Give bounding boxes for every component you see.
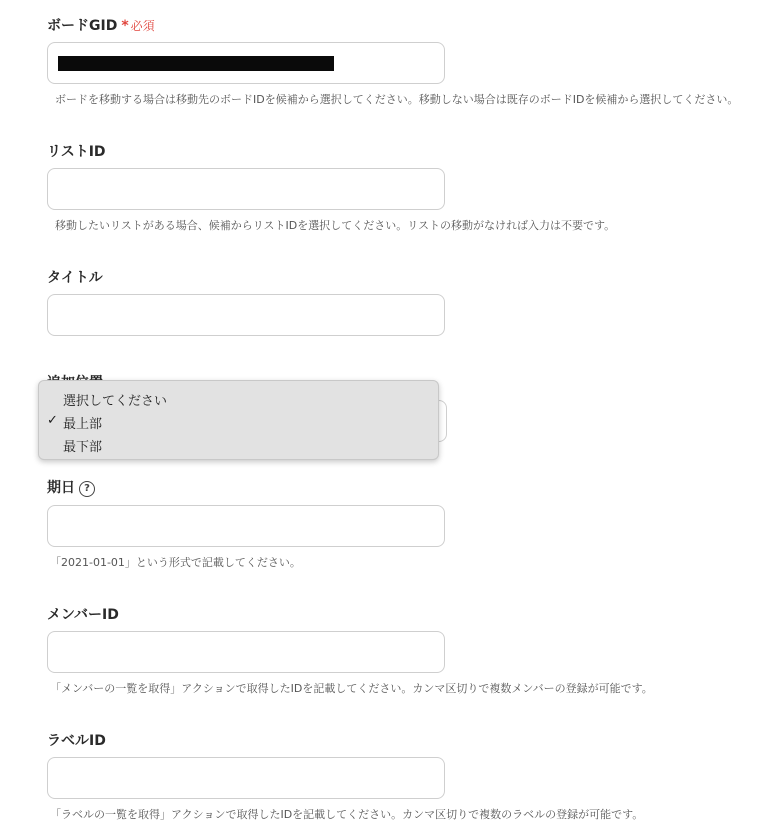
list-id-label: リストID [47,144,106,160]
label-id-help: 「ラベルの一覧を取得」アクションで取得したIDを記載してください。カンマ区切りで複数のラベルの登録が可能です。 [50,808,644,821]
option-placeholder[interactable]: 選択してください [63,394,168,409]
position-dropdown-menu [38,380,439,460]
title-input[interactable] [47,294,445,336]
member-id-label: メンバーID [47,607,119,623]
option-top[interactable]: 最上部 [63,417,103,432]
board-gid-label-text: ボードGID [47,18,118,34]
redacted-value [58,56,334,71]
due-date-label [47,477,95,497]
required-text: 必須 [130,19,155,33]
member-id-input[interactable] [47,631,445,673]
option-bottom[interactable]: 最下部 [63,440,103,455]
title-label: タイトル [47,270,103,286]
label-id-label: ラベルID [47,733,106,749]
due-date-label-text: 期日 [47,480,75,496]
required-asterisk-icon: * [121,18,129,34]
board-gid-label [47,15,155,35]
list-id-help: 移動したいリストがある場合、候補からリストIDを選択してください。リストの移動がなければ入力は不要です。 [55,219,616,232]
board-gid-help: ボードを移動する場合は移動先のボードIDを候補から選択してください。移動しない場合は既存のボードIDを候補から選択してください。 [55,93,739,106]
due-date-input[interactable] [47,505,445,547]
list-id-input[interactable] [47,168,445,210]
label-id-input[interactable] [47,757,445,799]
due-date-help: 「2021-01-01」という形式で記載してください。 [50,556,301,569]
member-id-help: 「メンバーの一覧を取得」アクションで取得したIDを記載してください。カンマ区切りで複数メンバーの登録が可能です。 [50,682,653,695]
help-circle-icon[interactable]: ? [79,481,95,497]
board-gid-input[interactable] [47,42,445,84]
checkmark-icon: ✓ [47,413,58,428]
